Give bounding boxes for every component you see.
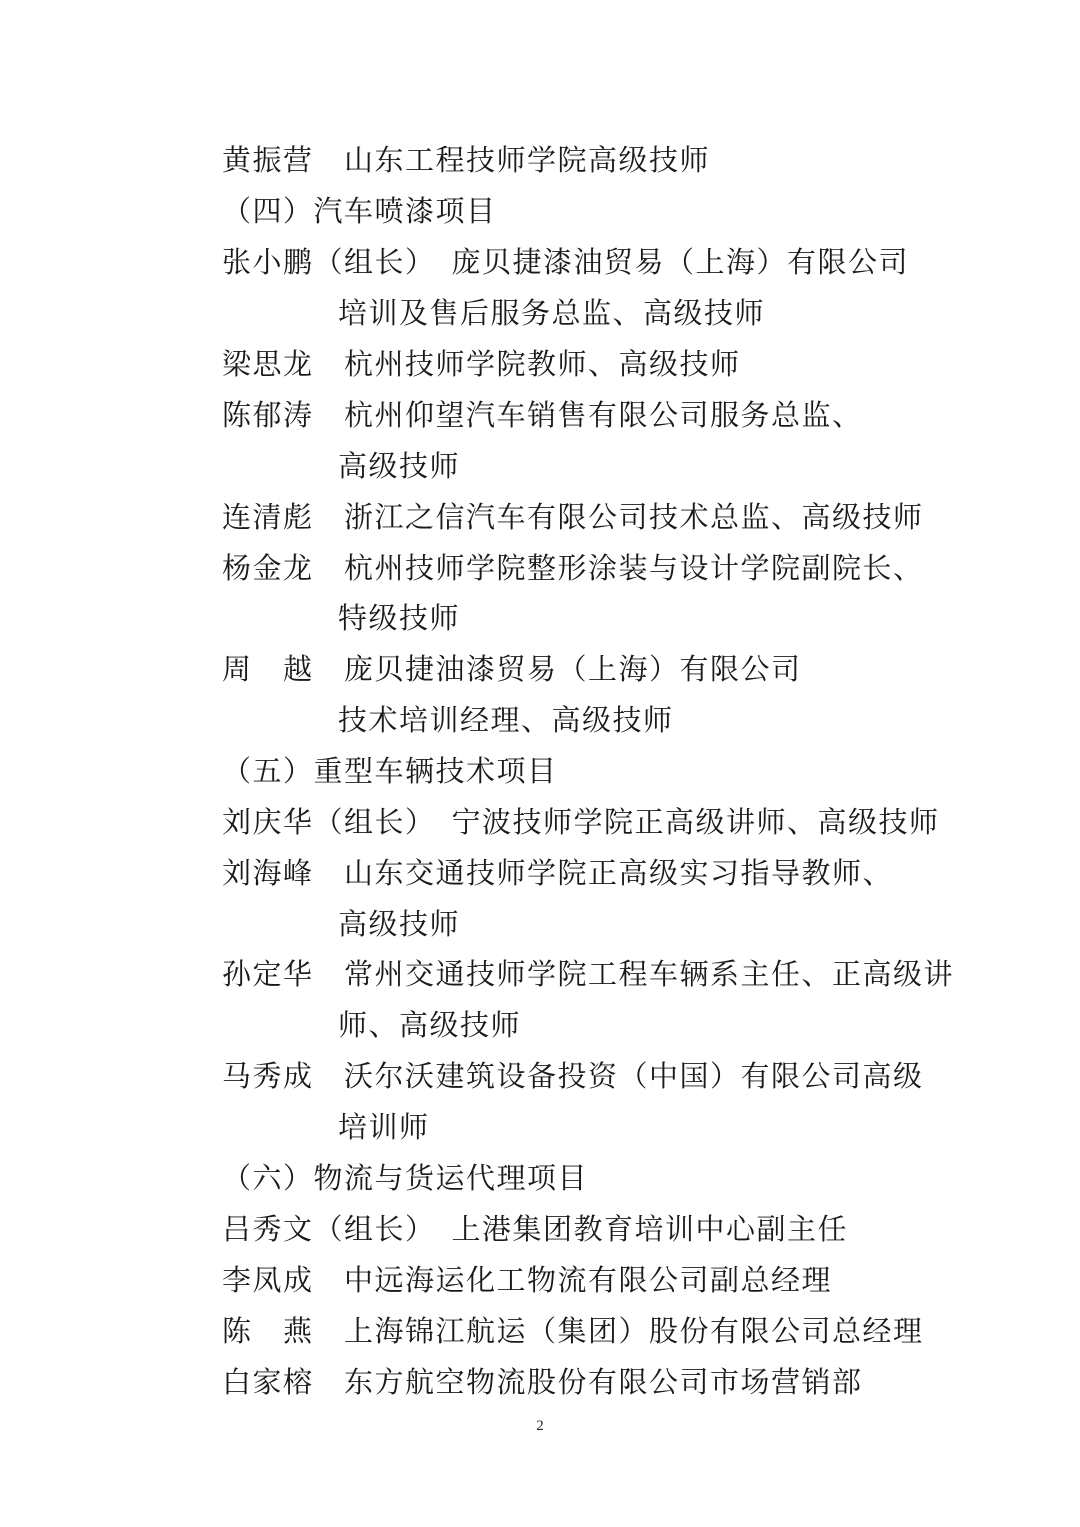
member-chen-yutao: 陈郁涛 杭州仰望汽车销售有限公司服务总监、 [222, 398, 863, 432]
member-lian-qingbiao: 连清彪 浙江之信汽车有限公司技术总监、高级技师 [222, 500, 924, 534]
member-sun-dinghua-cont: 师、高级技师 [338, 1008, 522, 1042]
page-number: 2 [536, 1418, 544, 1434]
member-lv-xiuwen: 吕秀文（组长） 上港集团教育培训中心副主任 [222, 1212, 849, 1246]
member-huang-zhenying: 黄振营 山东工程技师学院高级技师 [222, 143, 711, 177]
section-heading-6: （六）物流与货运代理项目 [222, 1161, 589, 1195]
member-zhou-yue: 周 越 庞贝捷油漆贸易（上海）有限公司 [222, 652, 802, 686]
member-liu-haifeng: 刘海峰 山东交通技师学院正高级实习指导教师、 [222, 856, 894, 890]
member-chen-yutao-cont: 高级技师 [338, 449, 461, 483]
member-zhang-xiaopeng: 张小鹏（组长） 庞贝捷漆油贸易（上海）有限公司 [222, 245, 910, 279]
member-yang-jinlong-cont: 特级技师 [338, 601, 461, 635]
member-bai-jiarong: 白家榕 东方航空物流股份有限公司市场营销部 [222, 1365, 863, 1399]
section-heading-5: （五）重型车辆技术项目 [222, 754, 558, 788]
member-ma-xiucheng: 马秀成 沃尔沃建筑设备投资（中国）有限公司高级 [222, 1059, 924, 1093]
member-liu-qinghua: 刘庆华（组长） 宁波技师学院正高级讲师、高级技师 [222, 805, 940, 839]
member-chen-yan: 陈 燕 上海锦江航运（集团）股份有限公司总经理 [222, 1314, 924, 1348]
member-zhang-xiaopeng-cont: 培训及售后服务总监、高级技师 [338, 296, 766, 330]
member-ma-xiucheng-cont: 培训师 [338, 1110, 430, 1144]
member-yang-jinlong: 杨金龙 杭州技师学院整形涂装与设计学院副院长、 [222, 551, 924, 585]
member-liang-silong: 梁思龙 杭州技师学院教师、高级技师 [222, 347, 741, 381]
section-heading-4: （四）汽车喷漆项目 [222, 194, 497, 228]
member-sun-dinghua: 孙定华 常州交通技师学院工程车辆系主任、正高级讲 [222, 957, 955, 991]
member-li-fengcheng: 李凤成 中远海运化工物流有限公司副总经理 [222, 1263, 833, 1297]
member-liu-haifeng-cont: 高级技师 [338, 907, 461, 941]
member-zhou-yue-cont: 技术培训经理、高级技师 [338, 703, 674, 737]
